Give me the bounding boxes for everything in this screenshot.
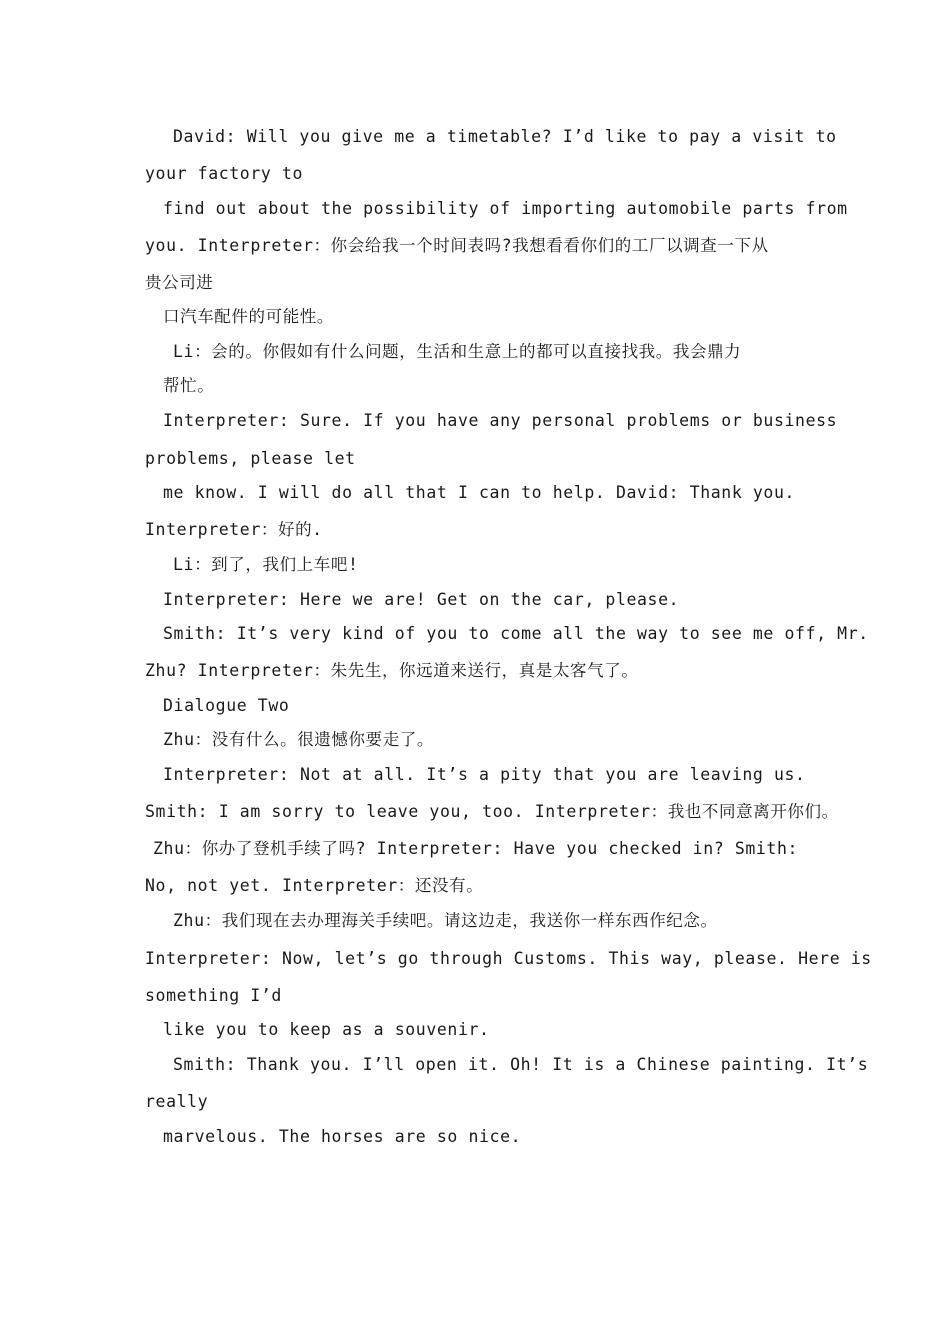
text-line: 帮忙。 [163,376,215,395]
text-line: Interpreter: Not at all. It’s a pity that you are leaving us. [163,765,806,784]
text-line: Smith: It’s very kind of you to come all the way to see me off, Mr. [163,624,869,643]
text-line: Interpreter：好的. [145,520,323,539]
text-line: really [145,1092,209,1111]
text-line: Zhu：你办了登机手续了吗? Interpreter: Have you checked in? Smith: [153,839,799,858]
section-heading: Dialogue Two [163,696,290,715]
text-line: Interpreter: Now, let’s go through Customs. This way, please. Here is [145,949,872,968]
text-line: Interpreter: Here we are! Get on the car, please. [163,590,680,609]
text-line: 贵公司进 [145,273,214,292]
text-line: Smith: Thank you. I’ll open it. Oh! It is a Chinese painting. It’s [173,1055,869,1074]
text-line: find out about the possibility of importing automobile parts from [163,199,848,218]
text-line: Li：会的。你假如有什么问题，生活和生意上的都可以直接找我。我会鼎力 [173,342,742,361]
text-line: 口汽车配件的可能性。 [163,307,334,326]
text-line: something I’d [145,986,282,1005]
text-line: marvelous. The horses are so nice. [163,1127,522,1146]
text-line: Li：到了，我们上车吧! [173,555,359,574]
text-line: me know. I will do all that I can to help. David: Thank you. [163,483,796,502]
text-line: No, not yet. Interpreter：还没有。 [145,876,484,895]
text-line: Zhu：没有什么。很遗憾你要走了。 [163,730,435,749]
text-line: Interpreter: Sure. If you have any personal problems or business [163,411,838,430]
text-line: like you to keep as a souvenir. [163,1020,490,1039]
text-line: your factory to [145,164,304,183]
text-line: you. Interpreter：你会给我一个时间表吗?我想看看你们的工厂以调查一下从 [145,236,769,255]
text-line: Zhu? Interpreter：朱先生，你远道来送行，真是太客气了。 [145,661,639,680]
text-line: Smith: I am sorry to leave you, too. Interpreter：我也不同意离开你们。 [145,802,839,821]
text-line: problems, please let [145,449,356,468]
text-line: Zhu：我们现在去办理海关手续吧。请这边走，我送你一样东西作纪念。 [173,911,718,930]
text-line: David: Will you give me a timetable? I’d like to pay a visit to [173,127,837,146]
